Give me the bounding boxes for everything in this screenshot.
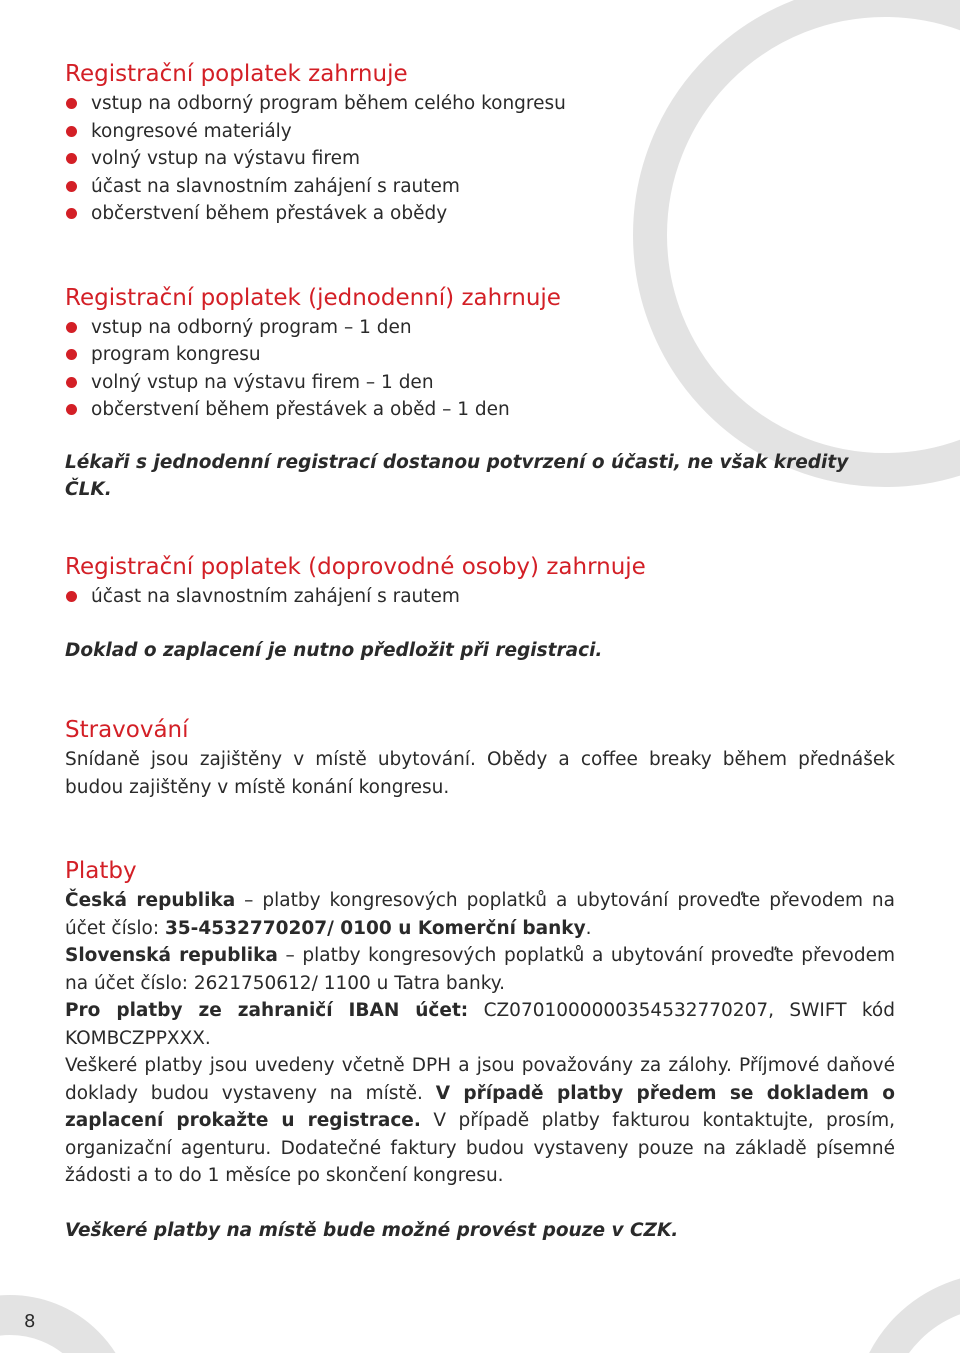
payment-vat: Veškeré platby jsou uvedeny včetně DPH a jsou považovány za zálohy. Příjmové daňové doklady budou vystaveny na místě. V případě platby předem se dokladem o zaplacení prokažte u registrace. V případě platby fakturou kontaktujte, prosím, organizační agenturu. Dodatečné faktury budou vystaveny pouze na základě písemné žádosti a to do 1 měsíce po skončení kongresu. xyxy=(65,1055,896,1186)
bullet-list xyxy=(65,583,895,611)
list-item: občerstvení během přestávek a obědy xyxy=(65,200,895,228)
section-heading: Registrační poplatek zahrnuje xyxy=(65,61,408,87)
section-heading: Platby xyxy=(65,858,137,884)
bullet-dot-icon xyxy=(66,98,77,109)
payment-cz: Česká republika – platby kongresových poplatků a ubytování proveďte převodem na účet číslo: 35-4532770207/ 0100 u Komerční banky. xyxy=(65,890,895,939)
list-item: volný vstup na výstavu firem – 1 den xyxy=(65,369,895,397)
section-heading: Registrační poplatek (doprovodné osoby) zahrnuje xyxy=(65,553,646,580)
section-meals xyxy=(65,714,895,801)
bullet-dot-icon xyxy=(66,322,77,333)
section-fee-full xyxy=(65,58,895,228)
list-item: vstup na odborný program během celého kongresu xyxy=(65,90,895,118)
bullet-dot-icon xyxy=(66,349,77,360)
bullet-list xyxy=(65,314,895,424)
list-item: program kongresu xyxy=(65,341,895,369)
page-content xyxy=(65,58,895,1244)
meals-text: Snídaně jsou zajištěny v místě ubytování. Obědy a coffee breaky během přednášek budou zajištěny v místě konání kongresu. xyxy=(65,749,895,798)
section-heading: Stravování xyxy=(65,717,189,743)
list-item: kongresové materiály xyxy=(65,118,895,146)
czk-only-note: Veškeré platby na místě bude možné provést pouze v CZK. xyxy=(65,1219,679,1241)
bullet-dot-icon xyxy=(66,404,77,415)
section-heading: Registrační poplatek (jednodenní) zahrnuje xyxy=(65,284,561,311)
bullet-dot-icon xyxy=(66,377,77,388)
list-item: účast na slavnostním zahájení s rautem xyxy=(65,173,895,201)
section-fee-companion xyxy=(65,551,895,665)
bullet-dot-icon xyxy=(66,153,77,164)
bullet-list xyxy=(65,90,895,228)
section-payments xyxy=(65,855,895,1244)
section-fee-day xyxy=(65,282,895,503)
list-item: občerstvení během přestávek a oběd – 1 den xyxy=(65,396,895,424)
bullet-dot-icon xyxy=(66,591,77,602)
day-registration-note: Lékaři s jednodenní registrací dostanou potvrzení o účasti, ne však kredity ČLK. xyxy=(65,451,849,500)
list-item: vstup na odborný program – 1 den xyxy=(65,314,895,342)
page-number: 8 xyxy=(24,1311,36,1332)
bullet-dot-icon xyxy=(66,126,77,137)
bullet-dot-icon xyxy=(66,208,77,219)
payment-iban: Pro platby ze zahraničí IBAN účet: CZ0701000000354532770207, SWIFT kód KOMBCZPPXXX. xyxy=(65,1000,895,1049)
bullet-dot-icon xyxy=(66,181,77,192)
list-item: účast na slavnostním zahájení s rautem xyxy=(65,583,895,611)
payment-sk: Slovenská republika – platby kongresových poplatků a ubytování proveďte převodem na účet číslo: 2621750612/ 1100 u Tatra banky. xyxy=(65,945,895,994)
list-item: volný vstup na výstavu firem xyxy=(65,145,895,173)
payment-proof-note: Doklad o zaplacení je nutno předložit při registraci. xyxy=(65,640,603,661)
